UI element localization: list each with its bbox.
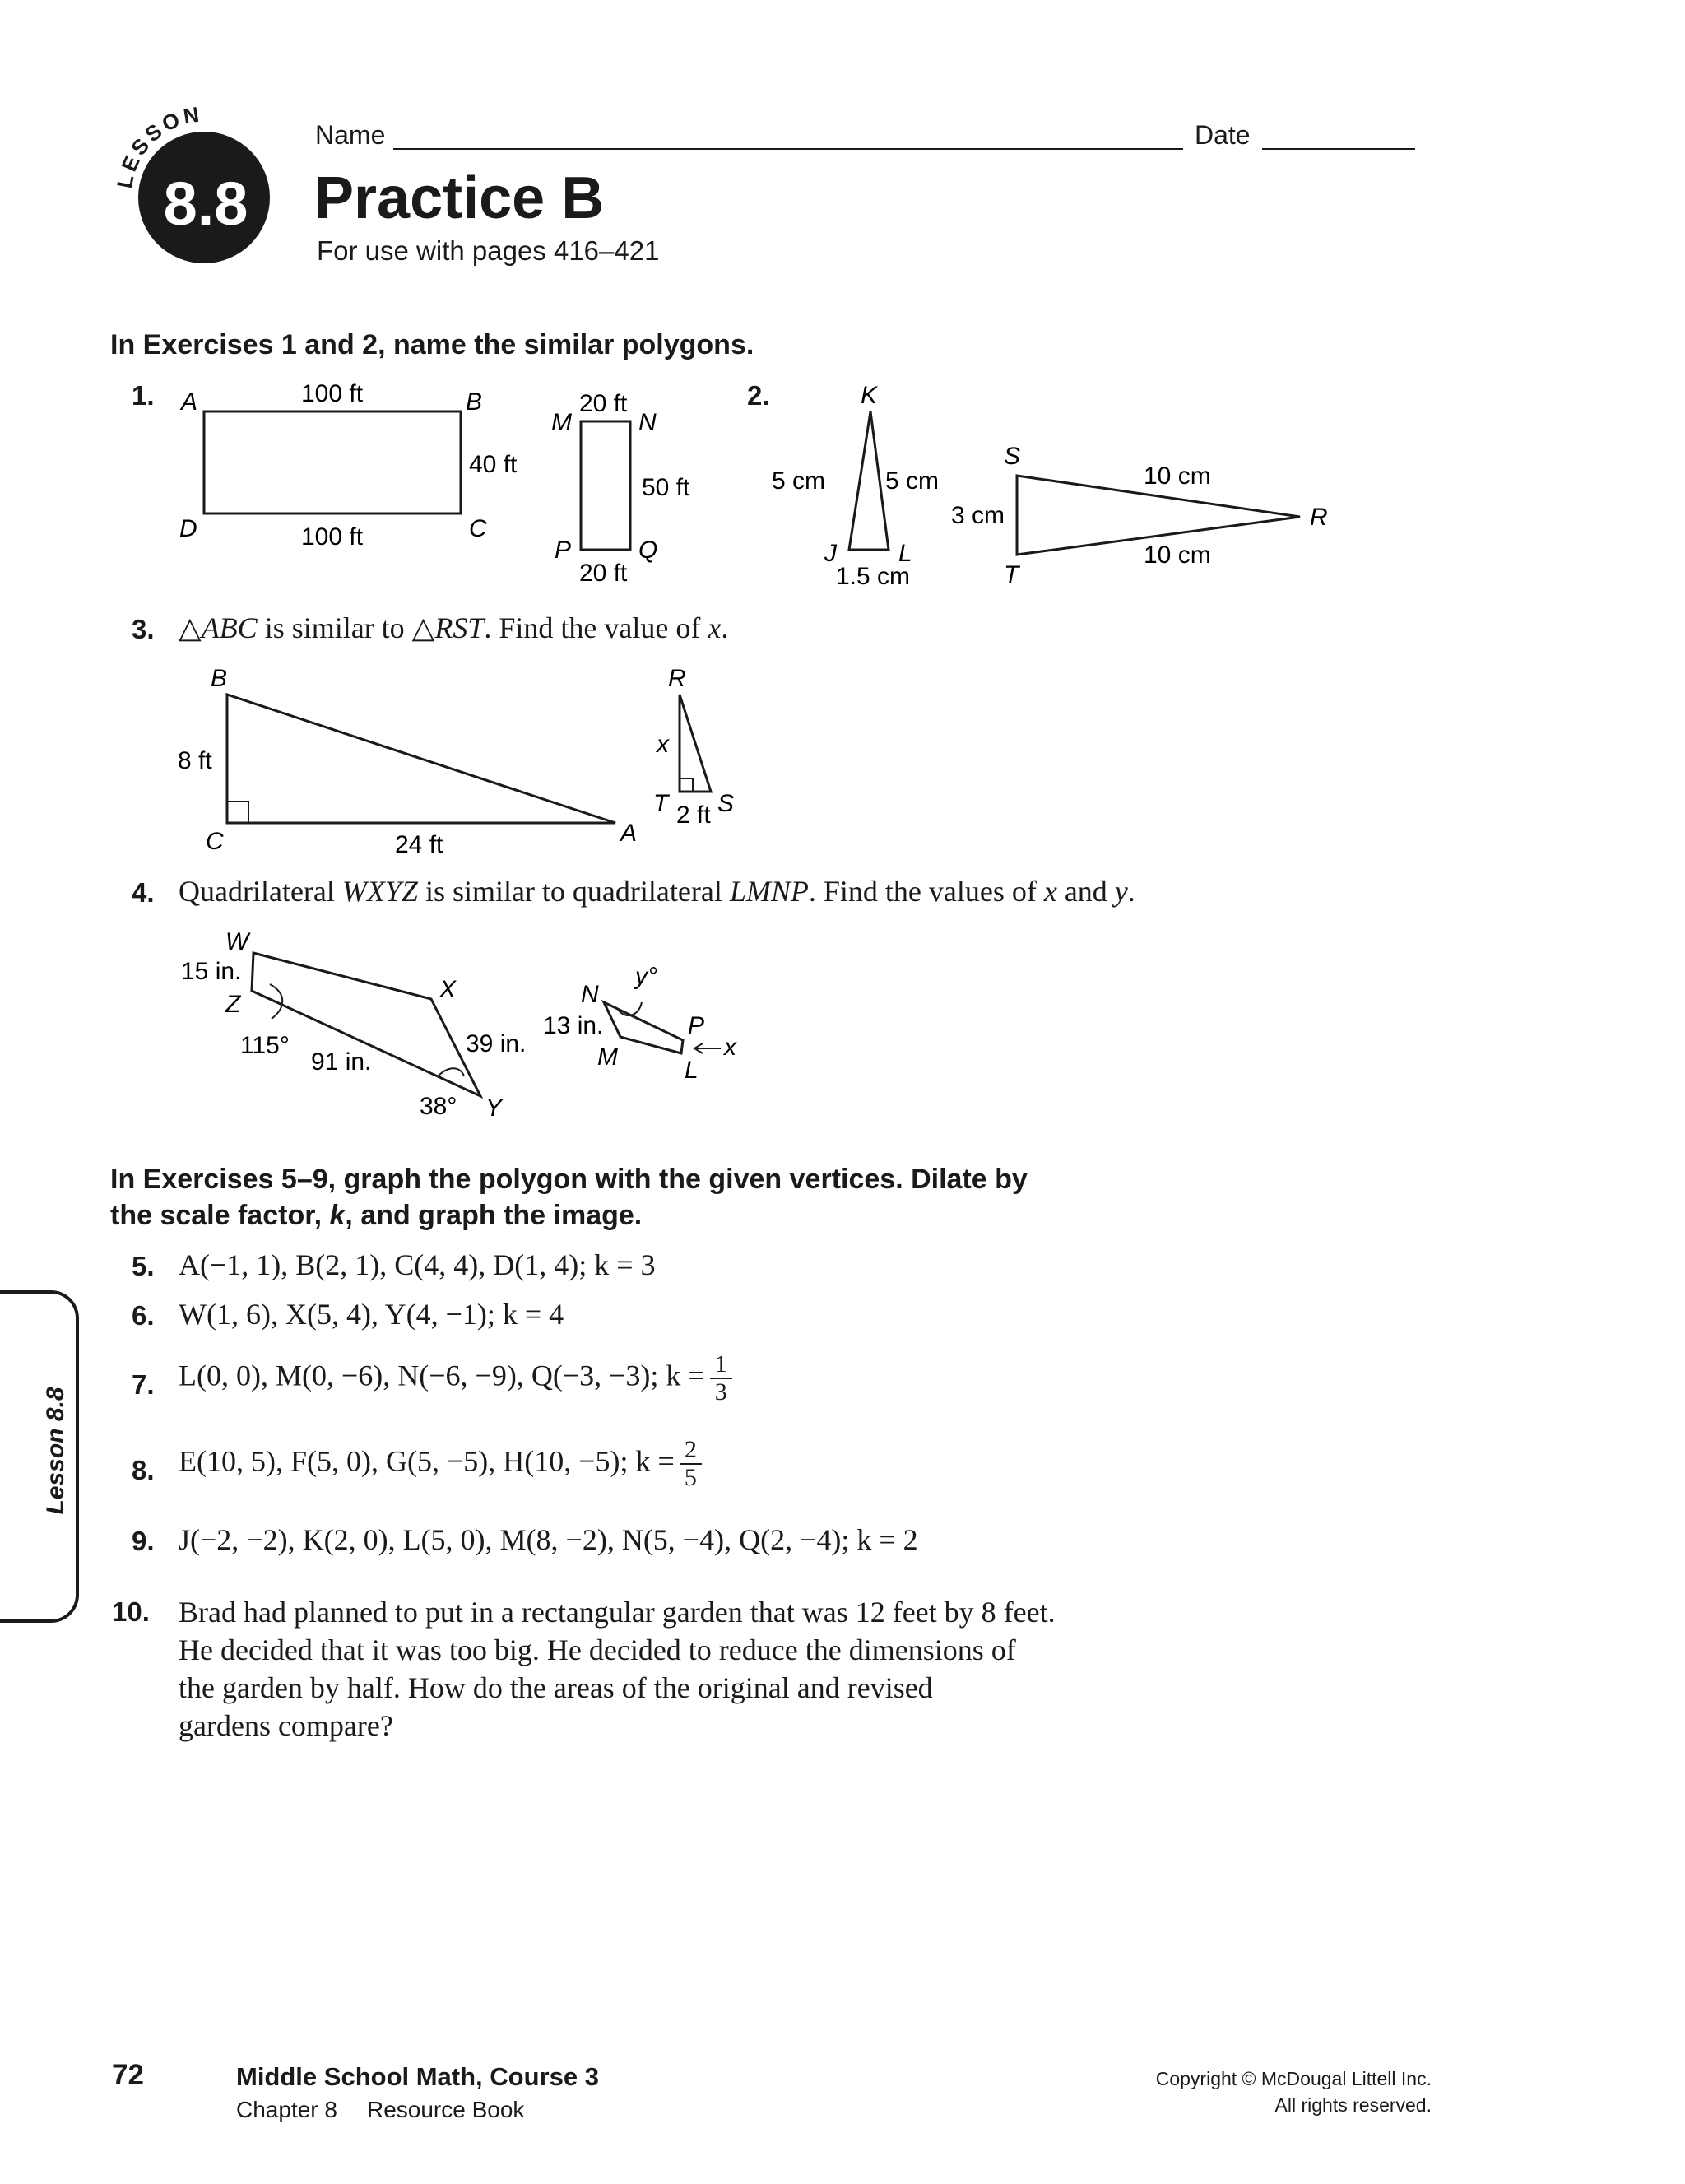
exercise-9-text: J(−2, −2), K(2, 0), L(5, 0), M(8, −2), N(5, −4), Q(2, −4); k = 2 (179, 1523, 918, 1556)
angle-l-label: x (724, 1034, 736, 1061)
vertex-n4: N (581, 981, 599, 1008)
footer-chapter: Chapter 8 Resource Book (236, 2097, 525, 2122)
side-nm-label: 13 in. (543, 1012, 604, 1039)
exercise-7-text: L(0, 0), M(0, −6), N(−6, −9), Q(−3, −3); k = $\frac{1}{3}$ (179, 1351, 732, 1406)
lesson-number: 8.8 (163, 170, 248, 238)
exercise-8-number: 8. (132, 1455, 155, 1485)
side-bc-label: 40 ft (469, 451, 518, 478)
vertex-r: R (1310, 504, 1328, 531)
section2-instruction-line1: In Exercises 5–9, graph the polygon with the given vertices. Dilate by (110, 1164, 1028, 1195)
vertex-d: D (179, 515, 197, 542)
name-label: Name (315, 120, 386, 150)
vertex-b3: B (211, 665, 228, 692)
exercise-3-text: △ABC is similar to △RST. Find the value of x. (179, 611, 729, 644)
vertex-a3: A (620, 820, 638, 847)
copyright: Copyright © McDougal Littell Inc. All rights reserved. (1155, 2068, 1432, 2116)
exercise-10-text: Brad had planned to put in a rectangular garden that was 12 feet by 8 feet. He decided that it was too big. He decided to reduce the dimensions of the garden by half. How do the areas of the original and revised gardens compare? (179, 1596, 1056, 1742)
vertex-j: J (824, 540, 837, 567)
exercise-4-number: 4. (132, 877, 155, 908)
side-nq-label: 50 ft (642, 474, 690, 501)
side-pq-label: 20 ft (579, 560, 628, 587)
side-rt3-label: x (657, 731, 669, 758)
name-line[interactable] (393, 148, 1183, 150)
side-mn-label: 20 ft (579, 390, 628, 417)
page-number: 72 (112, 2059, 144, 2091)
vertex-l: L (898, 540, 912, 567)
vertex-n: N (638, 409, 657, 436)
exercise-2-number: 2. (747, 380, 770, 411)
page-title: Practice B (314, 165, 605, 231)
vertex-a: A (181, 388, 198, 416)
rectangle-abcd (204, 411, 461, 513)
side-dc-label: 100 ft (301, 523, 364, 551)
vertex-q: Q (638, 537, 658, 564)
triangle-rst3 (680, 695, 711, 792)
vertex-c: C (469, 515, 487, 542)
section1-instruction: In Exercises 1 and 2, name the similar polygons. (110, 329, 754, 360)
vertex-s3: S (717, 790, 735, 817)
page-subtitle: For use with pages 416–421 (317, 235, 660, 266)
angle-y-label: 38° (420, 1093, 457, 1120)
vertex-w4: W (225, 928, 249, 955)
side-ca3-label: 24 ft (395, 831, 443, 858)
vertex-p: P (555, 537, 572, 564)
angle-n-arc (619, 1002, 642, 1015)
exercise-9-number: 9. (132, 1526, 155, 1556)
exercise-4-figure (165, 920, 773, 1134)
vertex-k: K (861, 382, 878, 409)
side-tr-label: 10 cm (1144, 541, 1211, 569)
side-wz-label: 15 in. (181, 958, 242, 985)
side-jl-label: 1.5 cm (836, 563, 911, 590)
side-kl-label: 5 cm (885, 467, 940, 495)
exercise-3-number: 3. (132, 614, 155, 644)
side-zy-label: 91 in. (311, 1048, 372, 1076)
right-angle-c (227, 802, 248, 823)
exercise-7-fraction: $\frac{1}{3}$ (710, 1351, 732, 1406)
lesson-word: LESSON (111, 101, 204, 191)
exercise-2-figure (772, 370, 1374, 601)
vertex-s: S (1004, 443, 1021, 470)
side-ts3-label: 2 ft (676, 802, 711, 829)
side-bc3-label: 8 ft (178, 747, 212, 774)
side-st-label: 3 cm (951, 502, 1005, 529)
vertex-x4: X (439, 976, 457, 1003)
triangle-jkl (849, 411, 889, 550)
angle-z-label: 115° (240, 1032, 290, 1059)
vertex-r3: R (668, 665, 686, 692)
side-ab-label: 100 ft (301, 380, 364, 407)
exercise-8-fraction: $\frac{2}{5}$ (680, 1437, 702, 1491)
side-xy-label: 39 in. (466, 1030, 527, 1057)
vertex-m4: M (597, 1043, 618, 1071)
exercise-5-text: A(−1, 1), B(2, 1), C(4, 4), D(1, 4); k = 3 (179, 1248, 656, 1281)
angle-n-label: y° (635, 963, 657, 990)
side-jk-label: 5 cm (772, 467, 826, 495)
exercise-5-number: 5. (132, 1251, 155, 1281)
side-tab-label: Lesson 8.8 (42, 1387, 69, 1515)
vertex-t3: T (653, 790, 669, 817)
section2-instruction-line2: the scale factor, k, and graph the image. (110, 1200, 643, 1231)
vertex-z4: Z (225, 991, 241, 1018)
exercise-7-number: 7. (132, 1369, 155, 1400)
exercise-8-text: E(10, 5), F(5, 0), G(5, −5), H(10, −5); k = $\frac{2}{5}$ (179, 1437, 702, 1491)
vertex-p4: P (688, 1012, 705, 1039)
exercise-10-number: 10. (112, 1596, 150, 1627)
vertex-c3: C (206, 828, 224, 855)
book-title: Middle School Math, Course 3 (236, 2062, 599, 2091)
vertex-b: B (466, 388, 483, 416)
exercise-1-figure (165, 370, 740, 601)
side-sr-label: 10 cm (1144, 462, 1211, 490)
vertex-y4: Y (485, 1094, 503, 1122)
angle-y-arc (438, 1068, 464, 1076)
exercise-1-number: 1. (132, 380, 155, 411)
rectangle-mnpq (581, 421, 630, 550)
vertex-m: M (551, 409, 572, 436)
exercise-6-text: W(1, 6), X(5, 4), Y(4, −1); k = 4 (179, 1298, 564, 1331)
exercise-6-number: 6. (132, 1300, 155, 1331)
vertex-t: T (1004, 561, 1019, 588)
exercise-3-figure (165, 658, 757, 864)
date-label: Date (1195, 120, 1251, 150)
date-line[interactable] (1262, 148, 1415, 150)
triangle-abc (227, 695, 615, 823)
right-angle-t (680, 778, 693, 792)
exercise-4-text: Quadrilateral WXYZ is similar to quadrilateral LMNP. Find the values of x and y. (179, 875, 1135, 908)
vertex-l4: L (685, 1057, 699, 1084)
